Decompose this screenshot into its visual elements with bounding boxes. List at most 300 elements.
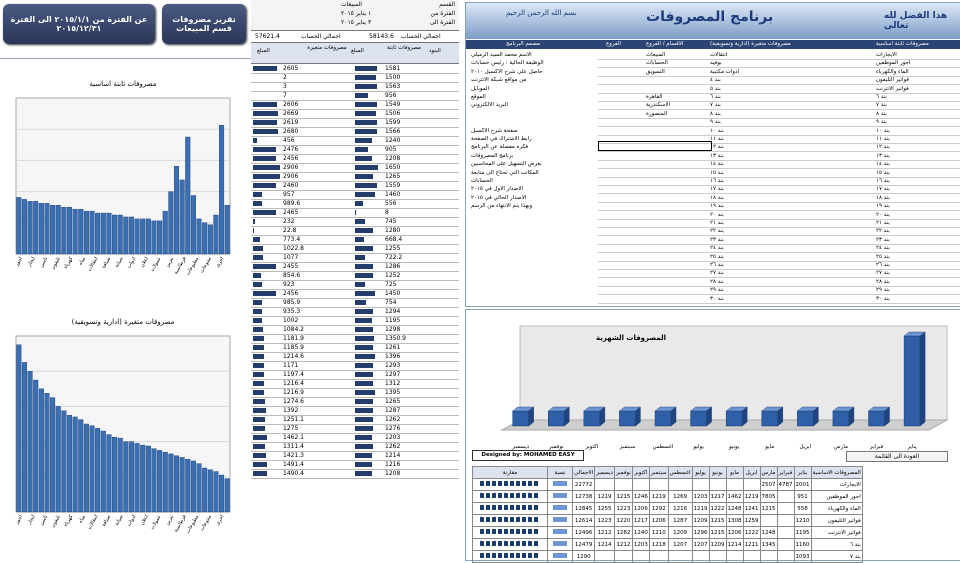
fixed-amount: 1261 (385, 343, 411, 352)
table-cell (614, 551, 632, 563)
variable-item[interactable]: بند ١١ (710, 135, 790, 143)
fixed-item[interactable]: بند ١٩ (876, 202, 956, 210)
table-row[interactable] (473, 479, 863, 491)
table-cell: 2507 (760, 479, 777, 491)
fixed-amount-bar (355, 228, 373, 233)
row-label: فواتير التليفون (811, 515, 862, 527)
report-title-button[interactable]: تقرير مصروفات قسم المبيعات (162, 4, 246, 44)
fixed-expenses-chart (4, 62, 242, 282)
table-header-cell: سبتمبر (649, 467, 668, 479)
monthly-expenses-chart (472, 312, 957, 452)
ledger-header (251, 0, 459, 31)
chart-bar (112, 437, 117, 512)
designer-info[interactable] (471, 219, 596, 227)
x-tick-label: اعلان (139, 514, 150, 527)
table-cell: 1215 (709, 515, 726, 527)
period-button[interactable]: عن الفترة من ١‏/١‏/٢٠١٥ الى الفترة ٣١‏/١٢‏/٢٠١٥ (3, 4, 155, 44)
fixed-amount-bar (355, 318, 372, 323)
variable-amount: 1084.2 (283, 325, 309, 334)
department-item[interactable] (646, 118, 706, 126)
table-row[interactable] (473, 503, 863, 515)
designer-info[interactable] (471, 110, 596, 118)
variable-item[interactable]: بند ١٦ (710, 177, 790, 185)
chart-bar (84, 424, 89, 512)
fixed-item[interactable]: بند ٢١ (876, 219, 956, 227)
chart-bar (56, 406, 61, 512)
designer-info[interactable]: برنامج المصروفات (471, 152, 596, 160)
fixed-amount-bar (355, 291, 375, 296)
variable-amount: 2680 (283, 127, 309, 136)
fixed-amount: 1240 (385, 136, 411, 145)
variable-amount: 1421.3 (283, 451, 309, 460)
fixed-item[interactable]: بند ٨ (876, 110, 956, 118)
fixed-amount: 1312 (385, 379, 411, 388)
department-item[interactable] (646, 76, 706, 84)
variable-item[interactable]: بند ١٨ (710, 194, 790, 202)
fixed-amount: 1450 (385, 289, 411, 298)
variable-amount-bar (253, 120, 277, 125)
chart-bar (214, 215, 219, 254)
variable-item[interactable]: بند ٨ (710, 110, 790, 118)
variable-amount: 2476 (283, 145, 309, 154)
department-item[interactable]: الحسابات (646, 59, 706, 67)
fixed-amount-bar (355, 66, 377, 71)
x-tick-label: اجور (14, 256, 24, 268)
selected-cell[interactable] (598, 141, 712, 151)
fixed-item[interactable]: بند ١١ (876, 135, 956, 143)
designer-info[interactable] (471, 295, 596, 303)
fixed-item[interactable]: بند ٣٠ (876, 295, 956, 303)
designer-info[interactable]: البريد الالكتروني (471, 101, 596, 109)
variable-amount-bar (253, 408, 266, 413)
chart-bar (22, 362, 27, 512)
designer-info[interactable]: المكاتب التي تحتاج الى متابعة (471, 169, 596, 177)
variable-item[interactable]: بند ٢٩ (710, 286, 790, 294)
table-cell: 1160 (794, 539, 811, 551)
designer-info[interactable] (471, 244, 596, 252)
designer-info[interactable]: وبهذا يتم الانتهاء من الرسم (471, 202, 596, 210)
fixed-item[interactable]: اجور الموظفين (876, 59, 956, 67)
month-label: فبراير (869, 444, 884, 450)
table-row[interactable] (473, 515, 863, 527)
department-item[interactable] (646, 185, 706, 193)
variable-amount-bar (253, 165, 280, 170)
variable-item[interactable]: بند ٢٦ (710, 261, 790, 269)
variable-amount-bar (253, 354, 264, 359)
chart-bar (78, 420, 83, 512)
x-tick-label: مياه (78, 256, 88, 266)
fixed-item[interactable]: بند ٢٤ (876, 244, 956, 252)
month-bar (833, 411, 849, 426)
table-header-cell: مايو (726, 467, 743, 479)
variable-amount: 985.9 (283, 298, 309, 307)
fixed-item[interactable]: بند ١٣ (876, 152, 956, 160)
variable-item[interactable]: بند ٢٤ (710, 244, 790, 252)
table-header-cell: ابريل (743, 467, 760, 479)
table-cell: 1219 (743, 491, 760, 503)
variable-item[interactable]: ادوات مكتبية (710, 68, 790, 76)
variable-amount-bar (253, 435, 267, 440)
fixed-amount: 1195 (385, 316, 411, 325)
chart-bar (62, 207, 67, 254)
fixed-amount-bar (355, 165, 378, 170)
x-tick-label: ضيافة (101, 256, 112, 270)
variable-item[interactable]: بند ٦ (710, 93, 790, 101)
department-item[interactable] (646, 261, 706, 269)
fixed-item[interactable]: بند ٢٥ (876, 253, 956, 261)
variable-item[interactable]: بند ٢٨ (710, 278, 790, 286)
table-cell (777, 491, 794, 503)
fixed-item[interactable]: بند ٢٧ (876, 269, 956, 277)
fixed-item[interactable]: بند ٧ (876, 101, 956, 109)
department-item[interactable] (646, 152, 706, 160)
variable-item[interactable]: بند ٧ (710, 101, 790, 109)
table-cell: 1218 (649, 539, 668, 551)
table-cell (726, 479, 743, 491)
fixed-amount: 1500 (385, 73, 411, 82)
variable-amount: 232 (283, 217, 309, 226)
table-header-cell: يونيو (709, 467, 726, 479)
variable-amount: 957 (283, 190, 309, 199)
department-item[interactable] (646, 85, 706, 93)
fixed-amount-bar (355, 219, 365, 224)
variable-item[interactable]: بند ١٤ (710, 160, 790, 168)
variable-amount-bar (253, 345, 264, 350)
variable-amount: 935.3 (283, 307, 309, 316)
department-item[interactable] (646, 253, 706, 261)
table-cell (595, 479, 615, 491)
fixed-amount: 1563 (385, 82, 411, 91)
variable-item[interactable]: بند ١٣ (710, 152, 790, 160)
chart-bar (50, 398, 55, 512)
designer-info[interactable] (471, 269, 596, 277)
department-item[interactable] (646, 286, 706, 294)
designer-info[interactable]: رابط الاشتراك في الصفحة (471, 135, 596, 143)
department-item[interactable] (646, 278, 706, 286)
designer-info[interactable]: بغرض التسهيل على المحاسبين (471, 160, 596, 168)
fixed-amount: 1208 (385, 469, 411, 478)
designer-info[interactable]: الوظيفة الحالية : رئيس حسابات (471, 59, 596, 67)
table-row[interactable] (473, 539, 863, 551)
variable-item[interactable]: بند ١٢ (710, 143, 790, 151)
monthly-expenses-panel (465, 309, 960, 561)
table-cell: 1209 (668, 527, 692, 539)
table-cell (692, 479, 709, 491)
designer-info[interactable]: الاسم محمد السيد الرميلي (471, 51, 596, 59)
ledger-totals (251, 33, 459, 43)
fixed-amount: 1262 (385, 442, 411, 451)
designer-info[interactable] (471, 286, 596, 294)
variable-item[interactable]: انتقالات (710, 51, 790, 59)
designer-info[interactable] (471, 261, 596, 269)
from-value[interactable]: ١ يناير ٢٠١٥ (341, 10, 371, 17)
variable-expenses-chart (4, 300, 242, 540)
fixed-item[interactable]: بند ٢٠ (876, 211, 956, 219)
designer-info[interactable]: من مواقع شبكة الانترنت (471, 76, 596, 84)
table-cell: 12496 (573, 527, 595, 539)
month-label: نوفمبر (548, 444, 564, 450)
variable-amount: 1462.1 (283, 433, 309, 442)
variable-amount-bar (253, 183, 276, 188)
variable-amount-bar (253, 264, 276, 269)
variable-amount-bar (253, 372, 264, 377)
monthly-table-grid (472, 466, 863, 563)
fixed-amount: 1280 (385, 226, 411, 235)
designer-info[interactable] (471, 253, 596, 261)
department-item[interactable]: القاهرة (646, 93, 706, 101)
table-header-cell: الاجمالي (573, 467, 595, 479)
fixed-item[interactable]: بند ٢٣ (876, 236, 956, 244)
chart-bar (101, 213, 106, 254)
variable-amount: 1197.4 (283, 370, 309, 379)
variable-amount-bar (253, 444, 265, 449)
department-item[interactable] (646, 269, 706, 277)
variable-amount-bar (253, 453, 266, 458)
variable-item[interactable]: بند ٢٧ (710, 269, 790, 277)
designer-info[interactable]: صفحة شرح الاكسيل (471, 127, 596, 135)
fixed-item[interactable]: بند ٦ (876, 93, 956, 101)
program-subtitle: بسم الله الرحمن الرحيم (506, 9, 576, 17)
designer-info[interactable] (471, 227, 596, 235)
variable-item[interactable]: بند ٢٥ (710, 253, 790, 261)
chart-bar (197, 464, 202, 512)
department-item[interactable] (646, 202, 706, 210)
table-cell: 1212 (595, 527, 615, 539)
variable-amount: 1392 (283, 406, 309, 415)
variable-amount: 1214.6 (283, 352, 309, 361)
x-tick-label: مطبوعات (185, 256, 200, 277)
chart-bar (185, 459, 190, 512)
designer-info[interactable]: الموبايل (471, 85, 596, 93)
chart-bar (146, 219, 151, 254)
variable-amount-bar (253, 102, 277, 107)
x-tick-label: ايجار (26, 514, 37, 526)
table-cell (709, 551, 726, 563)
fixed-item[interactable]: الماء والكهرباء (876, 68, 956, 76)
chart-bar (33, 201, 38, 254)
program-column-headers (466, 40, 960, 49)
monthly-chart-title: المصروفات الشهرية (596, 334, 666, 342)
x-tick-label: صيانة (114, 514, 125, 527)
table-cell: 12479 (573, 539, 595, 551)
fixed-item[interactable]: بند ١٠ (876, 127, 956, 135)
variable-item[interactable]: بند ٤ (710, 76, 790, 84)
fixed-item[interactable]: بند ١٦ (876, 177, 956, 185)
fixed-amount-bar (355, 300, 366, 305)
variable-item[interactable]: بند ٩ (710, 118, 790, 126)
variable-item[interactable]: بند ١٥ (710, 169, 790, 177)
table-row[interactable] (473, 551, 863, 563)
month-bar (513, 411, 529, 426)
fixed-amount: 668.4 (385, 235, 411, 244)
variable-amount-bar (253, 363, 264, 368)
to-value[interactable]: ٣ يناير ٢٠١٥ (341, 19, 371, 26)
fixed-item[interactable]: فواتير التليفون (876, 76, 956, 84)
table-cell (709, 479, 726, 491)
chart-bar (219, 475, 224, 512)
variable-item[interactable]: بند ١٩ (710, 202, 790, 210)
fixed-amount-bar (355, 84, 377, 89)
variable-amount: 2455 (283, 262, 309, 271)
fixed-amount-bar (355, 345, 373, 350)
fixed-amount: 1203 (385, 433, 411, 442)
designer-info[interactable]: الاصدار الحالي في ٢٠١٥ (471, 194, 596, 202)
chart-bar (95, 428, 100, 512)
department-item[interactable]: المنصورة (646, 110, 706, 118)
chart-bar (197, 219, 202, 254)
fixed-item[interactable]: بند ١٤ (876, 160, 956, 168)
fixed-item[interactable]: الايجارات (876, 51, 956, 59)
variable-amount: 1181.9 (283, 334, 309, 343)
designer-info[interactable]: فكرة مفصلة عن البرنامج (471, 143, 596, 151)
chart-bar (39, 203, 44, 254)
department-item[interactable] (646, 194, 706, 202)
variable-amount: 2605 (283, 64, 309, 73)
row-divider (598, 303, 960, 304)
variable-item[interactable]: بند ٢٢ (710, 227, 790, 235)
ratio-cell (548, 551, 573, 563)
variable-amount-bar (253, 156, 276, 161)
fixed-amount-bar (355, 354, 375, 359)
fixed-amount: 905 (385, 145, 411, 154)
fixed-item[interactable]: بند ١٥ (876, 169, 956, 177)
fixed-amount-bar (355, 264, 373, 269)
department-item[interactable] (646, 236, 706, 244)
department-item[interactable]: التسويق (646, 68, 706, 76)
total-left-value: 57621.4 (255, 33, 280, 40)
chart-bar (169, 192, 174, 254)
department-item[interactable] (646, 169, 706, 177)
variable-item[interactable]: بند ١٧ (710, 185, 790, 193)
chart-back-wall (520, 326, 947, 420)
department-item[interactable] (646, 219, 706, 227)
month-bar (619, 411, 635, 426)
fixed-amount-bar (355, 120, 377, 125)
table-cell: 1214 (726, 539, 743, 551)
ledger-row[interactable] (251, 469, 459, 479)
variable-amount-bar (253, 291, 276, 296)
variable-amount-bar (253, 246, 263, 251)
table-cell: 1215 (760, 503, 777, 515)
table-header-cell: يناير (794, 467, 811, 479)
designer-info[interactable]: الموقع (471, 93, 596, 101)
department-item[interactable] (646, 177, 706, 185)
variable-item[interactable]: بند ٣٠ (710, 295, 790, 303)
table-cell: 1282 (614, 527, 632, 539)
table-row[interactable] (473, 527, 863, 539)
month-bar (691, 411, 707, 426)
table-header-cell: اكتوبر (632, 467, 649, 479)
table-cell (649, 479, 668, 491)
variable-item[interactable]: بند ٥ (710, 85, 790, 93)
fixed-amount-bar (355, 444, 373, 449)
table-cell: 1207 (668, 539, 692, 551)
fixed-amount: 1214 (385, 451, 411, 460)
x-tick-label: انتقالات (86, 256, 99, 273)
variable-amount: 1216.9 (283, 388, 309, 397)
chart-bar (62, 411, 67, 512)
month-label: يناير (906, 444, 917, 450)
department-item[interactable] (646, 295, 706, 303)
x-tick-label: تامين (39, 513, 50, 526)
department-item[interactable] (646, 160, 706, 168)
fixed-item[interactable]: بند ١٧ (876, 185, 956, 193)
fixed-item[interactable]: بند ١٢ (876, 143, 956, 151)
designer-info[interactable]: حاصل على شرح الاكسيل ٢٠١٠ (471, 68, 596, 76)
department-item[interactable] (646, 244, 706, 252)
fixed-amount: 1559 (385, 181, 411, 190)
col-header-amount-2: المبلغ (257, 48, 270, 54)
table-cell: 1217 (709, 491, 726, 503)
variable-amount-bar (253, 66, 277, 71)
fixed-amount-bar (355, 273, 373, 278)
fixed-item[interactable]: بند ٢٢ (876, 227, 956, 235)
fixed-amount-bar (355, 435, 372, 440)
department-item[interactable]: المبيعات (646, 51, 706, 59)
designer-info[interactable] (471, 278, 596, 286)
fixed-item[interactable]: فواتير الانترنت (876, 85, 956, 93)
table-cell: 1219 (595, 491, 615, 503)
designer-tag: Designed by: MOHAMED EASY (472, 450, 584, 461)
row-label: اجور الموظفين (811, 491, 862, 503)
department-item[interactable] (646, 127, 706, 135)
variable-item[interactable]: بند ٢٣ (710, 236, 790, 244)
variable-amount: 2906 (283, 172, 309, 181)
fixed-amount-bar (355, 462, 372, 467)
table-cell: 1210 (794, 515, 811, 527)
variable-item[interactable]: بوفيه (710, 59, 790, 67)
variable-amount-bar (253, 201, 262, 206)
ratio-cell (548, 515, 573, 527)
variable-item[interactable]: بند ١٠ (710, 127, 790, 135)
back-to-menu-button[interactable]: العودة الى القائمة (846, 451, 948, 462)
fixed-item[interactable]: بند ١٨ (876, 194, 956, 202)
fixed-amount-bar (355, 309, 373, 314)
fixed-item[interactable]: بند ٢٦ (876, 261, 956, 269)
designer-info[interactable] (471, 211, 596, 219)
expense-ledger-panel (251, 0, 459, 559)
variable-amount: 1491.4 (283, 460, 309, 469)
table-row[interactable] (473, 491, 863, 503)
col-header-fixed: مصروفات ثابتة (385, 45, 423, 51)
department-item[interactable] (646, 211, 706, 219)
fixed-item[interactable]: بند ٩ (876, 118, 956, 126)
left-report-panel (0, 0, 252, 559)
variable-amount: 1022.8 (283, 244, 309, 253)
section-label: القسم (439, 1, 455, 8)
fixed-amount: 1255 (385, 244, 411, 253)
table-cell: 1195 (794, 527, 811, 539)
table-cell: 7805 (760, 491, 777, 503)
variable-item[interactable]: بند ٢١ (710, 219, 790, 227)
designer-info[interactable]: الحسابات (471, 177, 596, 185)
fixed-amount: 1460 (385, 190, 411, 199)
fixed-item[interactable]: بند ٢٨ (876, 278, 956, 286)
chart-bar (28, 371, 33, 512)
chart-bar (129, 217, 134, 254)
variable-item[interactable]: بند ٢٠ (710, 211, 790, 219)
designer-info[interactable] (471, 118, 596, 126)
designer-info[interactable]: الاصدار الاول في ٢٠١٥ (471, 185, 596, 193)
table-cell (649, 551, 668, 563)
designer-info[interactable] (471, 236, 596, 244)
x-tick-label: اعلان (139, 256, 150, 269)
table-cell: 1209 (692, 515, 709, 527)
table-cell (743, 479, 760, 491)
fixed-item[interactable]: بند ٢٩ (876, 286, 956, 294)
department-item[interactable] (646, 227, 706, 235)
department-item[interactable]: الاسكندرية (646, 101, 706, 109)
